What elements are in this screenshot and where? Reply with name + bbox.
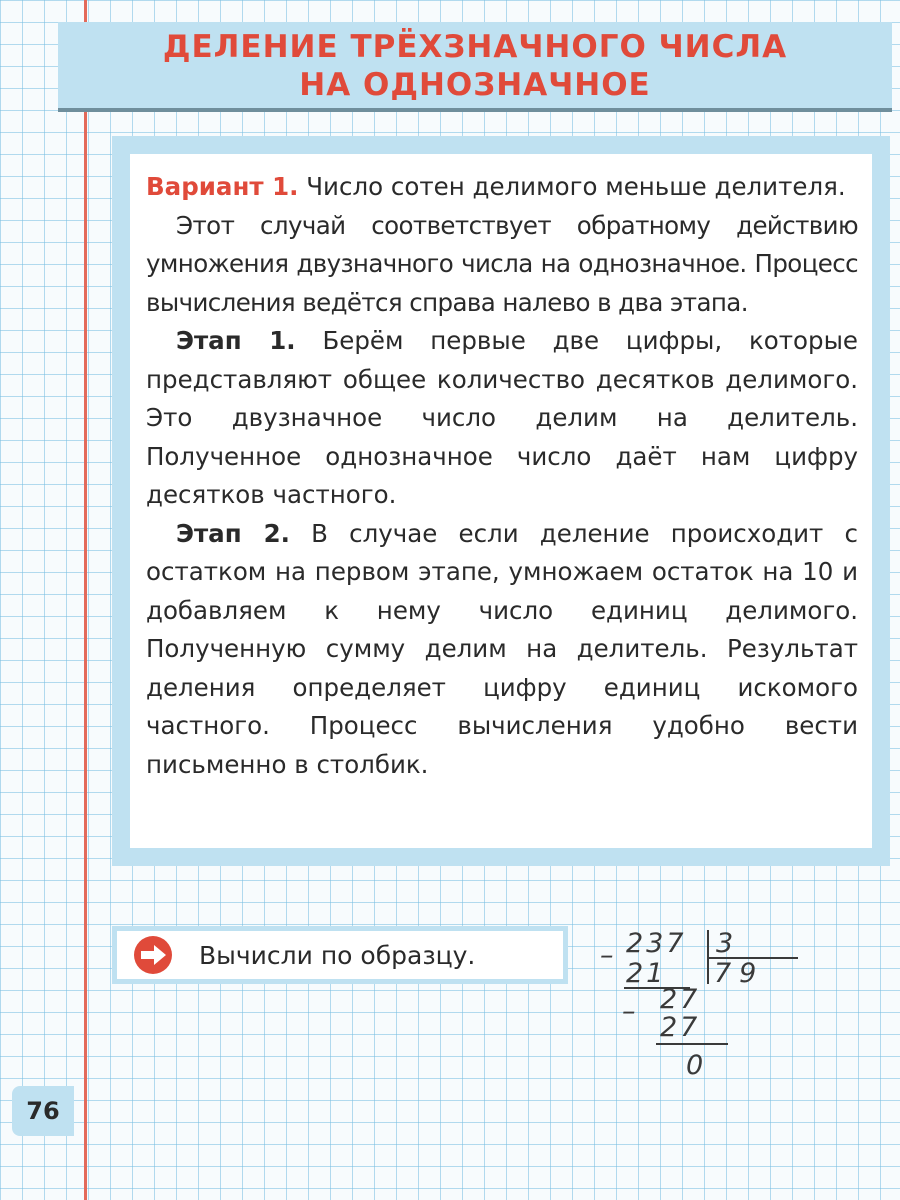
long-division-example xyxy=(598,918,808,1088)
theory-panel xyxy=(112,136,890,866)
variant-text: Число сотен делимого меньше делителя. xyxy=(306,172,846,201)
intro-paragraph: Этот случай соответствует обратному действию умножения двузначного числа на однозначное. Процесс вычисления ведётся справа налево в два этапа. xyxy=(146,210,858,317)
stage1-label: Этап 1. xyxy=(176,326,296,355)
task-instruction xyxy=(112,926,568,984)
stage2-label: Этап 2. xyxy=(176,518,290,548)
minus-sign-1: – xyxy=(600,940,614,971)
variant-label: Вариант 1. xyxy=(146,172,299,201)
arrow-right-icon xyxy=(133,935,173,975)
minus-sign-2: – xyxy=(622,996,636,1027)
subtrahend-1: 21 xyxy=(626,958,667,989)
partial-dividend: 27 xyxy=(660,984,701,1015)
page-title xyxy=(58,22,892,108)
stage1-text: Берём первые две цифры, которые представляют общее количество десятков делимого. Это двузначное число делим на делитель. Полученное однозначное число даёт нам цифру десятков частного. xyxy=(146,326,858,509)
variant-paragraph xyxy=(146,168,858,207)
stage2-text: В случае если деление происходит с остатком на первом этапе, умножаем остаток на 10 и добавляем к нему число единиц делимого. Полученную сумму делим на делитель. Результат деления определяет цифру единиц искомого частного. Процесс вычисления удобно вести письменно в столбик. xyxy=(146,518,858,779)
theory-content xyxy=(130,154,872,848)
divisor: 3 xyxy=(716,928,734,959)
task-text: Вычисли по образцу. xyxy=(199,940,476,970)
page-number: 76 xyxy=(12,1086,74,1136)
title-line-2: НА ОДНОЗНАЧНОЕ xyxy=(299,67,651,103)
task-inner xyxy=(117,931,563,979)
page-margin-line xyxy=(84,0,87,1200)
title-line-1: ДЕЛЕНИЕ ТРЁХЗНАЧНОГО ЧИСЛА xyxy=(162,29,788,65)
subtrahend-2: 27 xyxy=(660,1012,701,1043)
dividend: 237 xyxy=(626,928,687,959)
stage2-paragraph xyxy=(146,515,858,785)
remainder: 0 xyxy=(686,1050,704,1081)
stage1-paragraph xyxy=(146,322,858,515)
quotient: 79 xyxy=(714,958,765,989)
